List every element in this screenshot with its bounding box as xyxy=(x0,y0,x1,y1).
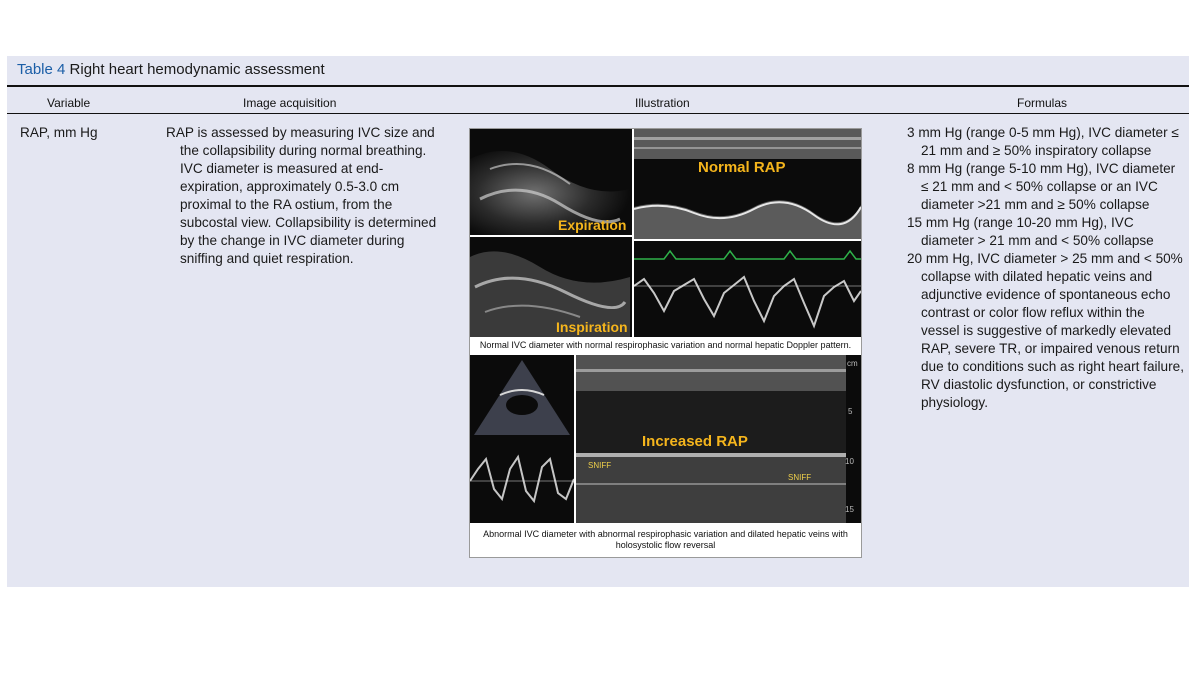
formula-item: 3 mm Hg (range 0-5 mm Hg), IVC diameter ≤ 21 mm and ≥ 50% inspiratory collapse xyxy=(907,125,1179,158)
echo-2d-abnormal-image xyxy=(470,355,574,439)
header-image-acquisition: Image acquisition xyxy=(243,96,337,110)
table-4 xyxy=(7,56,1189,587)
label-normal-rap: Normal RAP xyxy=(698,159,786,176)
scale-tick-5: 5 xyxy=(848,407,853,416)
cell-formulas xyxy=(907,124,1185,412)
table-title: Right heart hemodynamic assessment xyxy=(69,61,325,78)
header-variable: Variable xyxy=(47,96,91,110)
label-expiration: Expiration xyxy=(558,217,627,233)
table-number: Table 4 xyxy=(17,61,66,78)
label-inspiration: Inspiration xyxy=(556,319,628,335)
scale-unit: cm xyxy=(847,359,858,368)
caption-abnormal: Abnormal IVC diameter with abnormal respirophasic variation and dilated hepatic veins with holosystolic flow reversal xyxy=(483,529,848,550)
caption-normal: Normal IVC diameter with normal respirophasic variation and normal hepatic Doppler pattern. xyxy=(479,340,852,350)
cell-variable: RAP, mm Hg xyxy=(20,125,98,140)
formula-item: 15 mm Hg (range 10-20 mm Hg), IVC diameter > 21 mm and < 50% collapse xyxy=(907,215,1154,248)
scale-tick-10: 10 xyxy=(845,457,854,466)
scale-tick-15: 15 xyxy=(845,505,854,514)
illustration-figure xyxy=(469,128,862,558)
formula-item: 20 mm Hg, IVC diameter > 25 mm and < 50% collapse with dilated hepatic veins and adjunctive evidence of spontaneous echo contrast or color flow reflux within the vessel is suggestive of markedly elevated RAP, severe TR, or impaired venous return due to conditions such as right heart failure, RV diastolic dysfunction, or constrictive physiology. xyxy=(907,251,1184,410)
header-top-rule xyxy=(7,85,1189,87)
mmode-normal-image xyxy=(634,129,861,239)
header-formulas: Formulas xyxy=(1017,96,1068,110)
table-caption xyxy=(17,61,325,79)
hepatic-doppler-normal-image xyxy=(634,241,861,337)
cell-image-acquisition: RAP is assessed by measuring IVC size and the collapsibility during normal breathing. IVC diameter is measured at end-expiration, approximately 0.5-3.0 cm proximal to the RA ostium, from the subcostal view. Collapsibility is determined by the change in IVC diameter during sniffing and quiet respiration. xyxy=(166,125,437,266)
header-bottom-rule xyxy=(7,113,1189,114)
label-sniff-left: SNIFF xyxy=(588,461,612,470)
formula-item: 8 mm Hg (range 5-10 mm Hg), IVC diameter ≤ 21 mm and < 50% collapse or an IVC diameter >21 mm and ≥ 50% collapse xyxy=(907,161,1176,212)
label-increased-rap: Increased RAP xyxy=(642,433,748,450)
label-sniff-right: SNIFF xyxy=(788,473,812,482)
hepatic-doppler-abnormal-image xyxy=(470,439,574,523)
header-illustration: Illustration xyxy=(635,96,690,110)
